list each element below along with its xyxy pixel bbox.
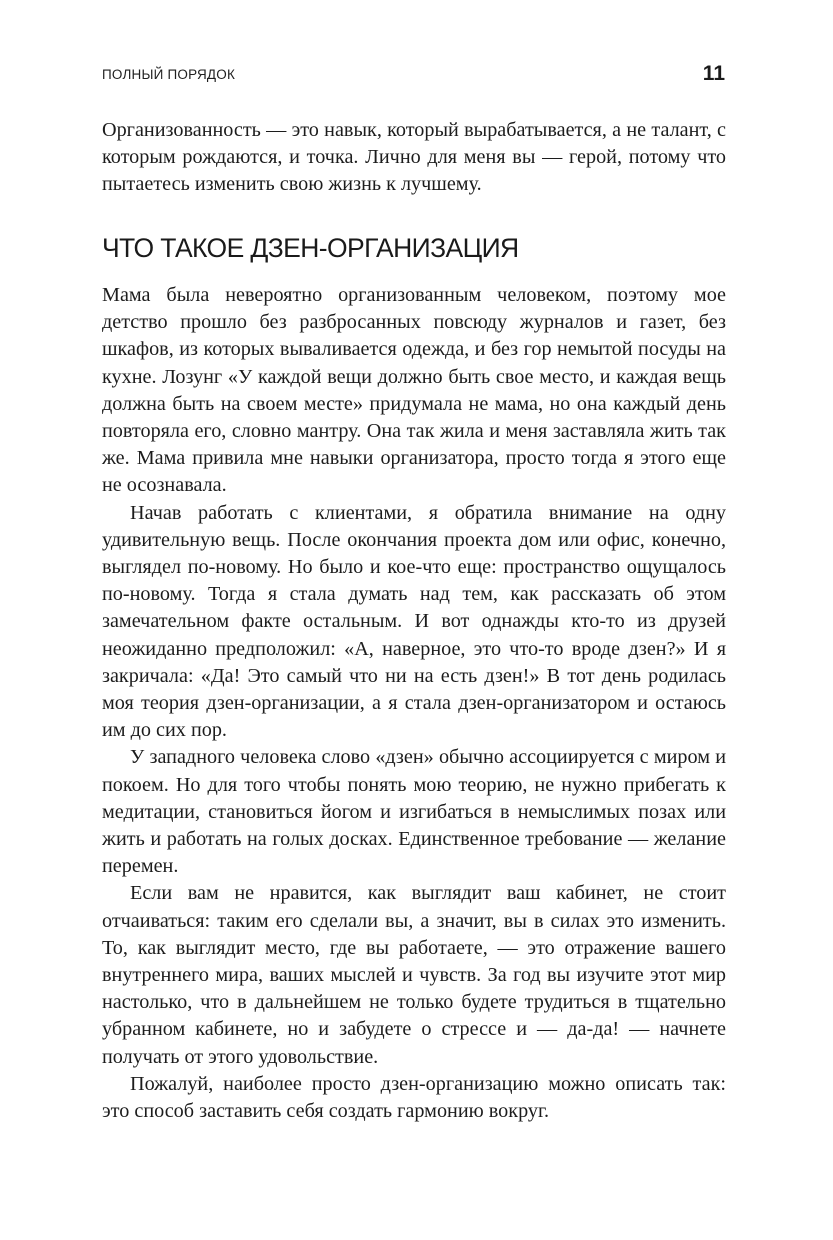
paragraph-2: Начав работать с клиентами, я обратила внимание на одну удивительную вещь. После окончания проекта дом или офис, конечно, выглядел по-новому. Но было и кое-что еще: пространство ощущалось по-новому. Тогда я стала думать над тем, как рассказать об этом замечательном факте остальным. И вот однажды кто-то из друзей неожиданно предположил: «А, наверное, это что-то вроде дзен?» И я закричала: «Да! Это самый что ни на есть дзен!» В тот день родилась моя теория дзен-организации, а я стала дзен-организатором и остаюсь им до сих пор. (102, 501, 726, 742)
running-head: ПОЛНЫЙ ПОРЯДОК (102, 67, 236, 82)
intro-text (102, 117, 726, 199)
paragraph-4: Если вам не нравится, как выглядит ваш кабинет, не стоит отчаиваться: таким его сделали вы, а значит, вы в силах это изменить. То, как выглядит место, где вы работаете, — это отражение вашего внутреннего мира, ваших мыслей и чувств. За год вы изучите этот мир настолько, что в дальнейшем не только будете трудиться в тщательно убранном кабинете, но и забудете о стрессе и — да-да! — начнете получать от этого удовольствие. (102, 882, 726, 1068)
paragraph-5: Пожалуй, наиболее просто дзен-организацию можно описать так: это способ заставить себя создать гармонию вокруг. (102, 1072, 726, 1123)
paragraph-1: Мама была невероятно организованным человеком, поэтому мое детство прошло без разбросанных повсюду журналов и газет, без шкафов, из которых вываливается одежда, и без гор немытой посуды на кухне. Лозунг «У каждой вещи должно быть свое место, и каждая вещь должна быть на своем месте» придумала не мама, но она каждый день повторяла его, словно мантру. Она так жила и меня заставляла жить так же. Мама привила мне навыки организатора, просто тогда я этого еще не осознавала. (102, 284, 726, 497)
intro-paragraph: Организованность — это навык, который вырабатывается, а не талант, с которым рождаются, и точка. Лично для меня вы — герой, потому что пытаетесь изменить свою жизнь к лучшему. (102, 119, 726, 196)
section-body (102, 282, 726, 1125)
section-title: ЧТО ТАКОЕ ДЗЕН-ОРГАНИЗАЦИЯ (102, 233, 519, 263)
page-number: 11 (702, 62, 725, 85)
paragraph-3: У западного человека слово «дзен» обычно ассоциируется с миром и покоем. Но для того чтобы понять мою теорию, не нужно прибегать к медитации, становиться йогом и изгибаться в немыслимых позах или жить и работать на голых досках. Единственное требование — желание перемен. (102, 746, 726, 878)
